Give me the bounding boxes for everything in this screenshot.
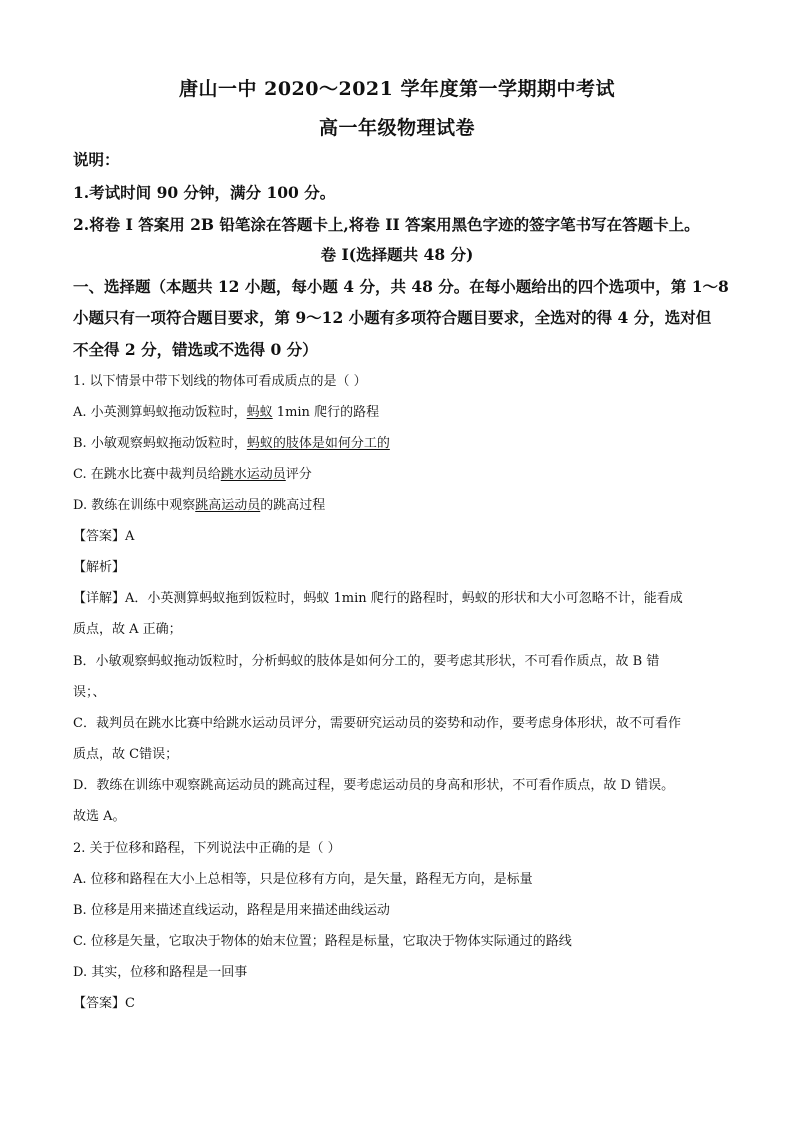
q1-answer: 【答案】A [73,529,135,544]
q1-explanation-4: 误；、 [73,685,106,700]
notes-label: 说明： [73,150,120,169]
q1-analysis-label: 【解析】 [73,560,126,575]
part-instructions-line-2: 小题只有一项符合题目要求，第 9～12 小题有多项符合题目要求，全选对的得 4 分，选对但 [73,308,712,327]
q2-option-d: D. 其实，位移和路程是一回事 [73,965,248,980]
exam-title: 唐山一中 2020～2021 学年度第一学期期中考试 [179,78,615,100]
q1-option-b: B. 小敏观察蚂蚁拖动饭粒时，蚂蚁的肢体是如何分工的 [73,436,390,451]
q1-option-a: A. 小英测算蚂蚁拖动饭粒时，蚂蚁 1min 爬行的路程 [73,405,380,420]
q1-explanation-6: 质点，故 C错误； [73,747,179,762]
part-instructions-line-3: 不全得 2 分，错选或不选得 0 分） [73,340,318,359]
note-2: 2.将卷 I 答案用 2B 铅笔涂在答题卡上,将卷 II 答案用黑色字迹的签字笔书写在答题卡上。 [73,215,700,234]
q1-explanation-2: 质点，故 A 正确； [73,622,182,637]
q2-option-a: A. 位移和路程在大小上总相等，只是位移有方向，是矢量，路程无方向，是标量 [73,872,533,887]
underline-text: 蚂蚁 [246,405,273,420]
q1-explanation-5: C．裁判员在跳水比赛中给跳水运动员评分，需要研究运动员的姿势和动作，要考虑身体形状，故不可看作 [73,716,681,731]
q2-option-c: C. 位移是矢量，它取决于物体的始末位置；路程是标量，它取决于物体实际通过的路线 [73,934,572,949]
q2-option-b: B. 位移是用来描述直线运动，路程是用来描述曲线运动 [73,903,390,918]
underline-text: 跳水运动员 [220,467,286,482]
q1-option-d: D. 教练在训练中观察跳高运动员的跳高过程 [73,498,326,513]
part-instructions-line-1: 一、选择题（本题共 12 小题，每小题 4 分，共 48 分。在每小题给出的四个选项中，第 1～8 [73,277,729,296]
note-1: 1.考试时间 90 分钟，满分 100 分。 [73,183,336,202]
q1-explanation-8: 故选 A。 [73,809,126,824]
section-heading: 卷 I(选择题共 48 分) [320,245,474,264]
q1-explanation-3: B．小敏观察蚂蚁拖动饭粒时，分析蚂蚁的肢体是如何分工的，要考虑其形状，不可看作质点，故 B 错 [73,654,660,669]
q2-answer: 【答案】C [73,996,135,1011]
q1-explanation-1: 【详解】A．小英测算蚂蚁拖到饭粒时，蚂蚁 1min 爬行的路程时，蚂蚁的形状和大小可忽略不计，能看成 [73,591,683,606]
q1-stem: 1. 以下情景中带下划线的物体可看成质点的是（ ） [73,374,367,389]
underline-text: 蚂蚁的肢体是如何分工的 [246,436,390,451]
q1-option-c: C. 在跳水比赛中裁判员给跳水运动员评分 [73,467,312,482]
q2-stem: 2. 关于位移和路程，下列说法中正确的是（ ） [73,841,341,856]
exam-subtitle: 高一年级物理试卷 [318,117,475,139]
q1-explanation-7: D．教练在训练中观察跳高运动员的跳高过程，要考虑运动员的身高和形状，不可看作质点，故 D 错误。 [73,778,675,793]
underline-text: 跳高运动员 [195,498,261,513]
